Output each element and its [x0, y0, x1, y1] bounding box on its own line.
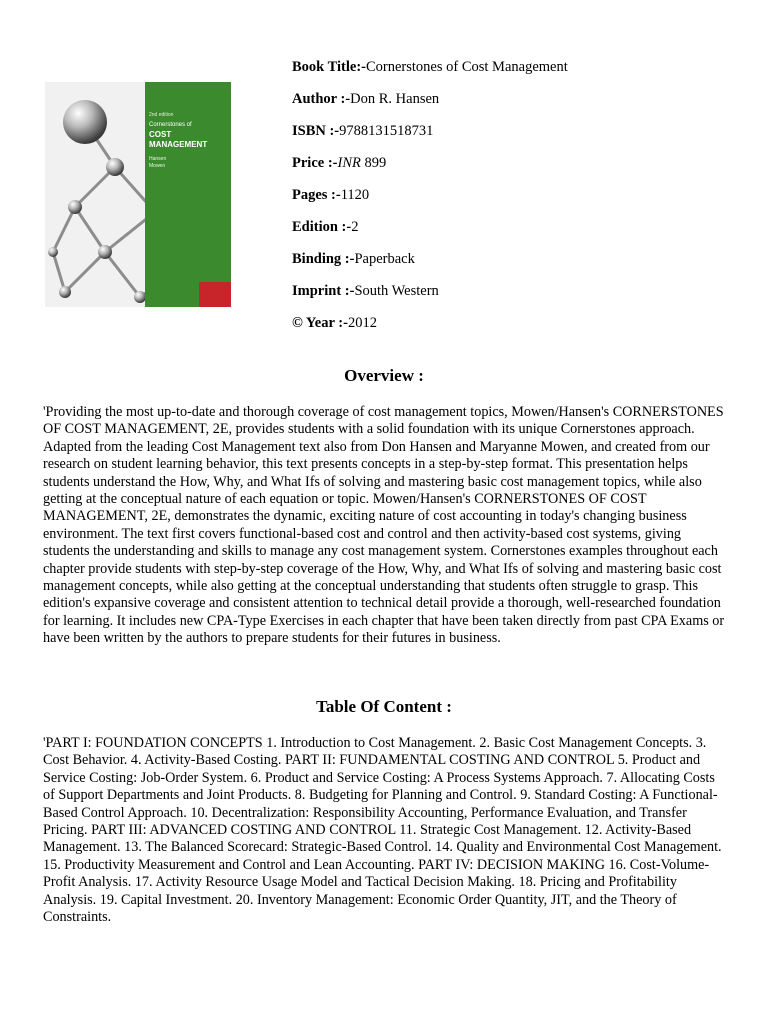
- cover-title-small: Cornerstones of: [149, 122, 192, 128]
- toc-heading: Table Of Content :: [316, 697, 452, 716]
- meta-isbn-row: [292, 121, 568, 153]
- overview-text: 'Providing the most up-to-date and thorough coverage of cost management topics, Mowen/Hansen's CORNERSTONES OF COST MANAGEMENT, 2E, provides students with a solid foundation with its unique Cornerstones approach. Adapted from the leading Cost Management text also from Don Hansen and Maryanne Mowen, and created from our research on student learning behavior, this text presents concepts in a step-by-step format. This presentation helps students understand the How, Why, and What Ifs of solving and mastering basic cost management topics, while also getting at the conceptual nature of each equation or topic. Mowen/Hansen's CORNERSTONES OF COST MANAGEMENT, 2E, demonstrates the dynamic, exciting nature of cost accounting in today's changing business environment. The text first covers functional-based cost and control and then activity-based cost systems, giving students the understanding and skills to manage any cost management system. Cornerstones examples throughout each chapter provide students with step-by-step coverage of the How, Why, and What Ifs of solving and mastering basic cost management concepts, while also getting at the conceptual understanding that students often struggle to grasp. This edition's expansive coverage and consistent attention to technical detail provide a thorough, well-researched foundation for learning. It includes new CPA-Type Exercises in each chapter that have been taken directly from past CPA Exams or have been written by the authors to prepare students for their futures in business.: [43, 404, 725, 647]
- cover-edition-tag: 2nd edition: [149, 112, 174, 118]
- cover-title-line2: MANAGEMENT: [149, 140, 208, 149]
- meta-author-value: Don R. Hansen: [350, 91, 440, 107]
- book-metadata: [292, 57, 568, 345]
- meta-price-currency: INR: [337, 155, 361, 171]
- meta-imprint-label: Imprint :-: [292, 283, 355, 299]
- meta-title-label: Book Title:-: [292, 59, 366, 75]
- meta-price-value: 899: [360, 155, 387, 171]
- meta-isbn-value: 9788131518731: [339, 123, 434, 139]
- meta-pages-label: Pages :-: [292, 187, 341, 203]
- meta-binding-value: Paperback: [354, 251, 415, 267]
- meta-binding-label: Binding :-: [292, 251, 355, 267]
- cover-title-line1: COST: [149, 130, 172, 139]
- overview-heading: Overview :: [344, 366, 424, 385]
- meta-binding-row: [292, 249, 568, 281]
- meta-year-label: © Year :-: [292, 315, 348, 331]
- meta-price-label: Price :-: [292, 155, 338, 171]
- meta-edition-row: [292, 217, 568, 249]
- meta-edition-value: 2: [351, 219, 359, 235]
- meta-title-row: [292, 57, 568, 89]
- meta-edition-label: Edition :-: [292, 219, 352, 235]
- meta-isbn-label: ISBN :-: [292, 123, 340, 139]
- meta-author-label: Author :-: [292, 91, 351, 107]
- cover-author-2: Mowen: [149, 163, 166, 169]
- meta-year-row: [292, 313, 568, 345]
- meta-pages-value: 1120: [340, 187, 370, 203]
- meta-imprint-value: South Western: [354, 283, 439, 299]
- meta-imprint-row: [292, 281, 568, 313]
- meta-year-value: 2012: [347, 315, 377, 331]
- meta-title-value: Cornerstones of Cost Management: [366, 59, 568, 75]
- cover-red-mark: [199, 282, 231, 307]
- book-cover-image: [45, 82, 231, 307]
- meta-pages-row: [292, 185, 568, 217]
- meta-price-row: [292, 153, 568, 185]
- meta-author-row: [292, 89, 568, 121]
- toc-text: 'PART I: FOUNDATION CONCEPTS 1. Introduction to Cost Management. 2. Basic Cost Management Concepts. 3. Cost Behavior. 4. Activity-Based Costing. PART II: FUNDAMENTAL COSTING AND CONTROL 5. Product and Service Costing: Job-Order System. 6. Product and Service Costing: A Process Systems Approach. 7. Allocating Costs of Support Departments and Joint Products. 8. Budgeting for Planning and Control. 9. Standard Costing: A Functional-Based Control Approach. 10. Decentralization: Responsibility Accounting, Performance Evaluation, and Transfer Pricing. PART III: ADVANCED COSTING AND CONTROL 11. Strategic Cost Management. 12. Activity-Based Management. 13. The Balanced Scorecard: Strategic-Based Control. 14. Quality and Environmental Cost Management. 15. Productivity Measurement and Control and Lean Accounting. PART IV: DECISION MAKING 16. Cost-Volume-Profit Analysis. 17. Activity Resource Usage Model and Tactical Decision Making. 18. Pricing and Profitability Analysis. 19. Capital Investment. 20. Inventory Management: Economic Order Quantity, JIT, and the Theory of Constraints.: [43, 735, 722, 926]
- cover-author-1: Hansen: [149, 156, 167, 162]
